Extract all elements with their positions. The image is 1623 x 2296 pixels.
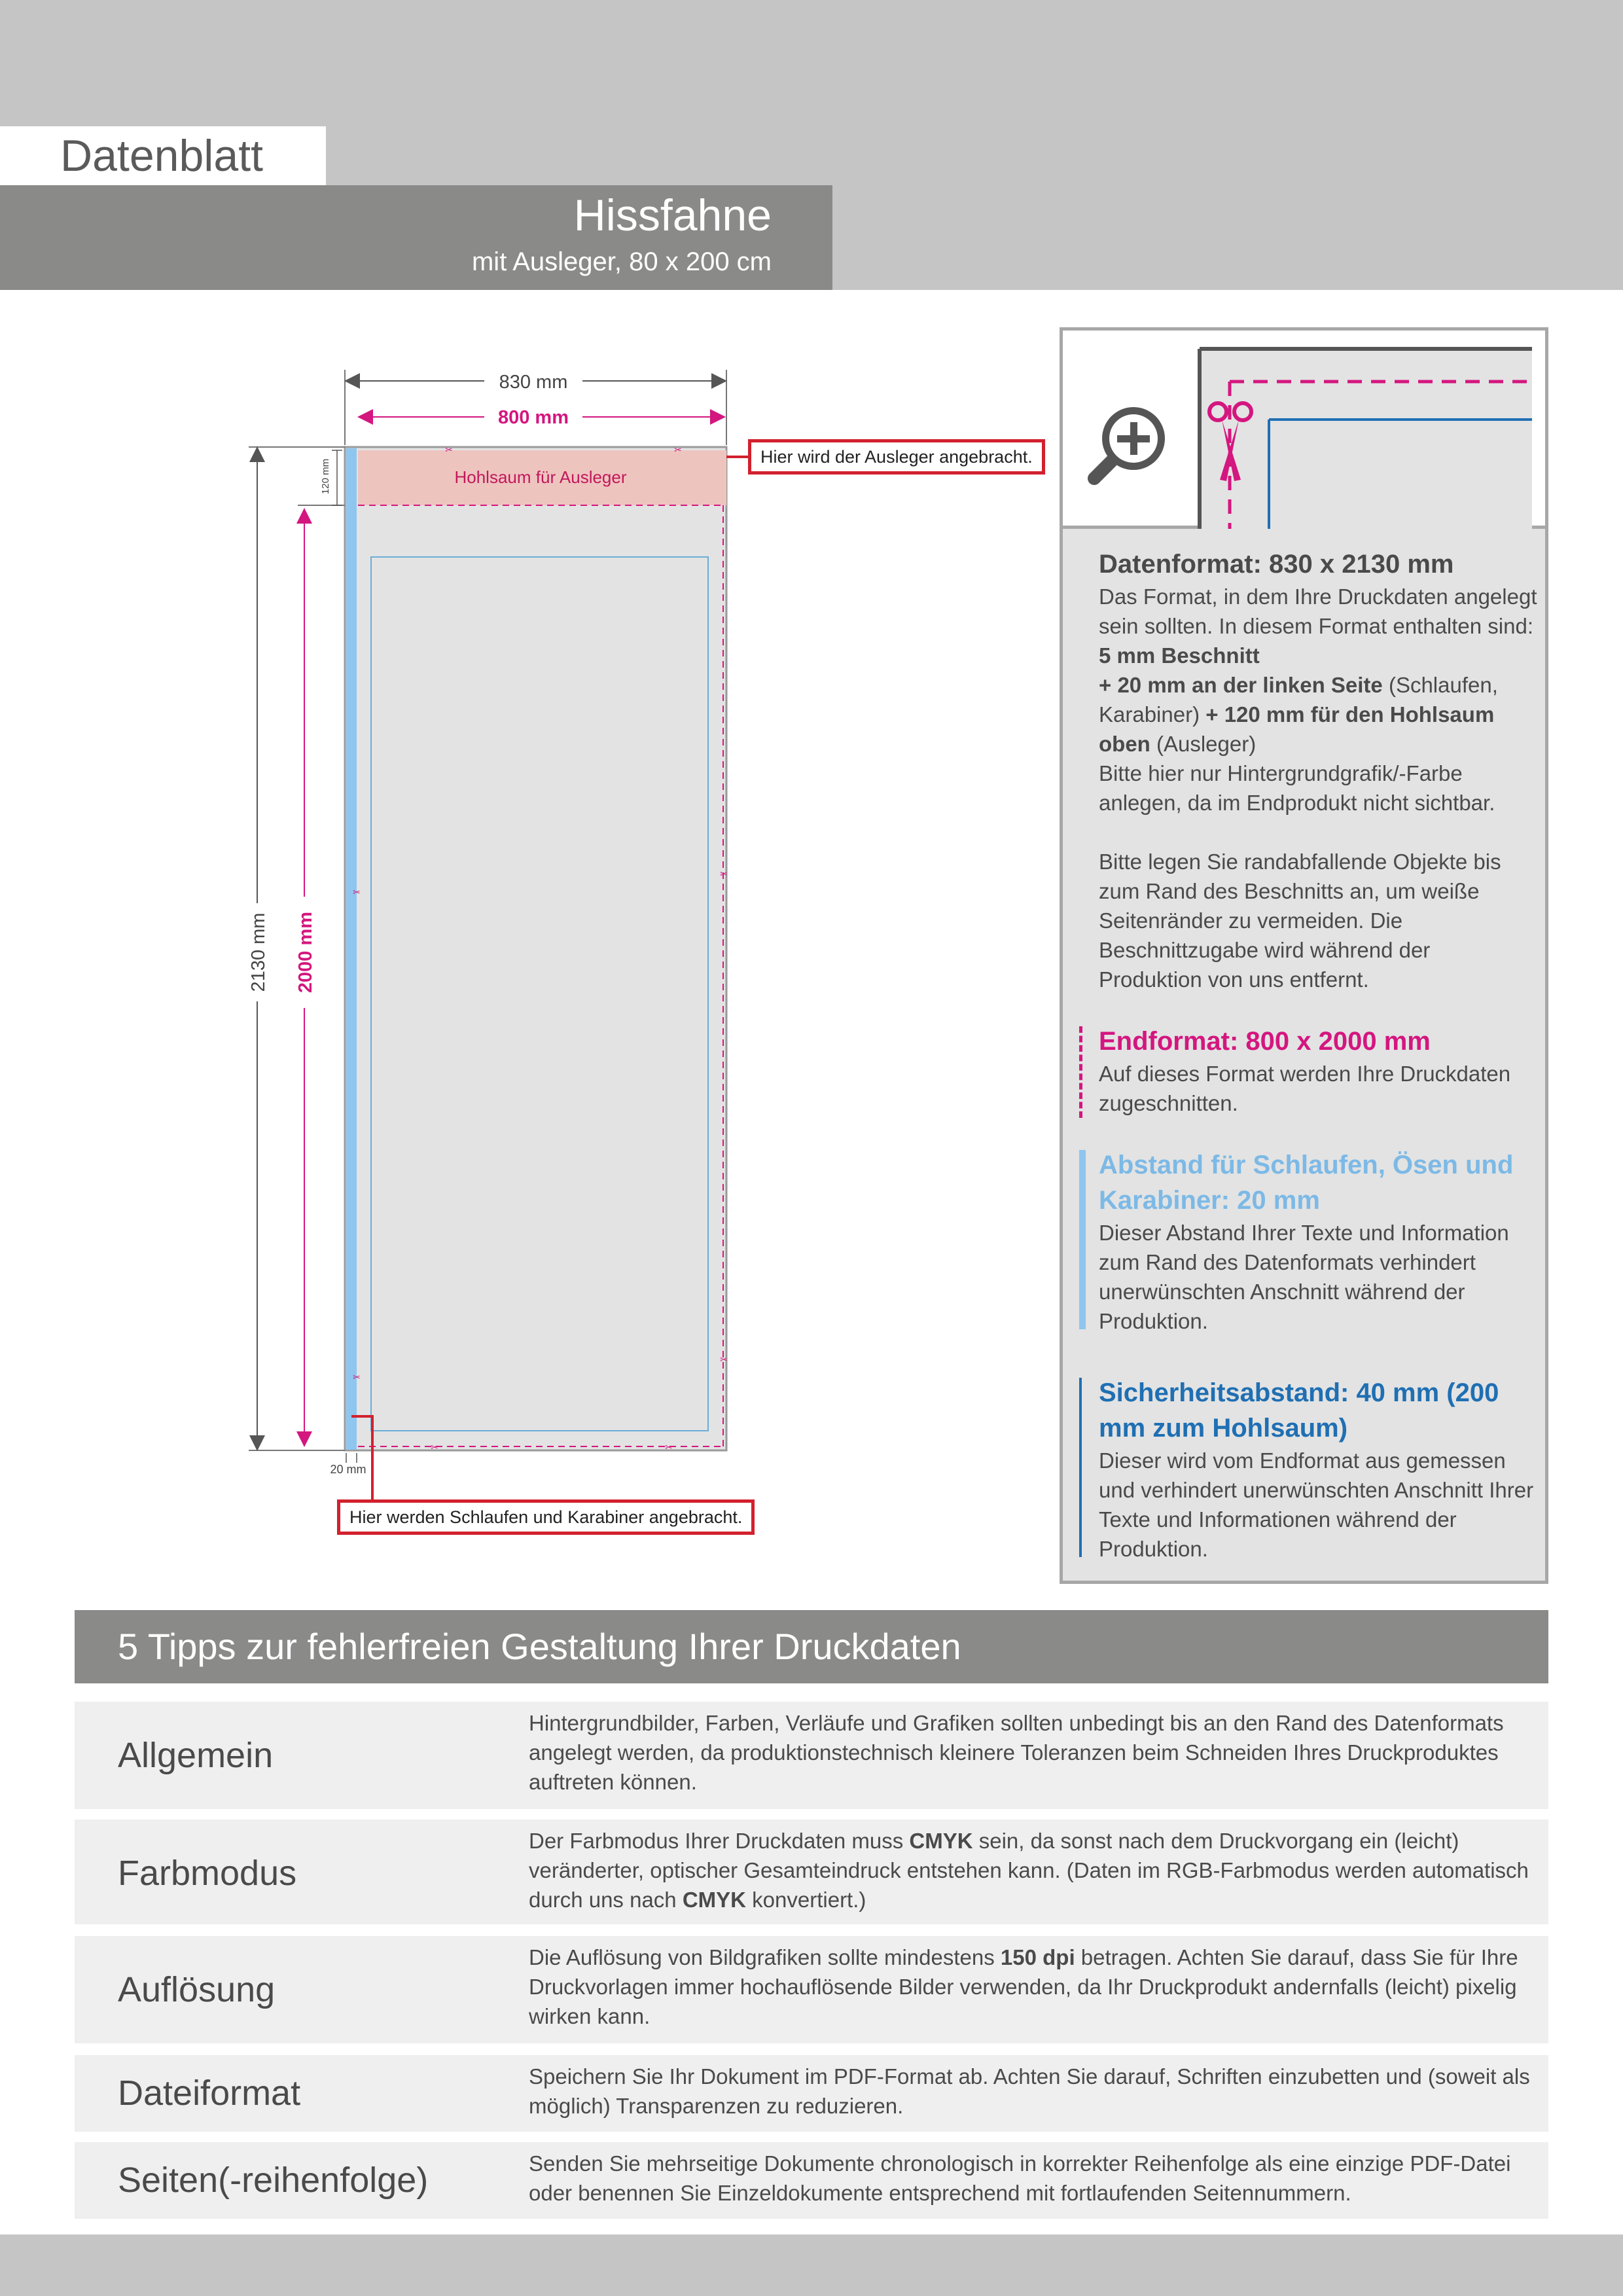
tip-row-farbmodus [75,1820,1548,1924]
panel-body [1099,547,1537,1593]
tip-row-dateiformat [75,2055,1548,2132]
tip-label-farbmodus: Farbmodus [118,1854,297,1893]
title-bar [0,185,832,290]
dim-final-width: 800 mm [497,407,569,428]
tip-label-aufloesung: Auflösung [118,1970,276,2009]
abstand-marker [1079,1150,1086,1329]
datenformat-text: Das Format, in dem Ihre Druckdaten angelegt sein sollten. In diesem Format enthalten sind: 5 mm Beschnitt + 20 mm an der linken Seite (Schlaufen, Karabiner) + 120 mm für den Hohlsaum oben (Ausleger) Bitte hier nur Hintergrundgrafik/-Farbe anlegen, da im Endprodukt nicht sichtbar. [1099,584,1537,815]
data-format-rect [345,447,726,1450]
sicherheit-text: Dieser wird vom Endformat aus gemessen und verhindert unerwünschten Anschnitt Ihrer Texte und Informationen während der Produktion. [1099,1448,1534,1561]
zoom-in-icon [1094,407,1165,478]
tip-row-allgemein [75,1702,1548,1809]
tip-label-dateiformat: Dateiformat [118,2073,301,2113]
callout-bottom: Hier werden Schlaufen und Karabiner angebracht. [337,1499,755,1535]
product-title: Hissfahne [573,190,772,240]
dim-outer-width: 830 mm [499,372,568,393]
svg-text:✂: ✂ [353,887,361,897]
svg-text:✂: ✂ [431,1442,438,1452]
loop-margin-strip [346,448,357,1450]
abstand-block [1099,1147,1537,1336]
tip-row-aufloesung [75,1936,1548,2043]
tip-text-seiten: Senden Sie mehrseitige Dokumente chronologisch in korrekter Reihenfolge als eine einzige PDF-Datei oder benennen Sie Einzeldokumente entsprechend mit fortlaufenden Seitennummern. [529,2151,1511,2205]
info-panel [1060,327,1548,1584]
format-diagram [0,327,1073,1571]
hem-label: Hohlsaum für Ausleger [454,467,627,487]
endformat-title: Endformat: 800 x 2000 mm [1099,1027,1431,1056]
svg-text:✂: ✂ [353,1372,361,1382]
tips-header: 5 Tipps zur fehlerfreien Gestaltung Ihrer Druckdaten [75,1610,1548,1683]
dim-final-height: 2000 mm [295,911,316,994]
sicherheit-block [1099,1375,1537,1564]
tip-label-allgemein: Allgemein [118,1736,274,1775]
abstand-text: Dieser Abstand Ihrer Texte und Information zum Rand des Datenformats verhindert unerwünschten Anschnitt während der Produktion. [1099,1221,1509,1333]
dim-left-margin: 20 mm [330,1463,366,1476]
tip-text-aufloesung: Die Auflösung von Bildgrafiken sollte mindestens 150 dpi betragen. Achten Sie darauf, dass Sie für Ihre Druckvorlagen immer hochauflösende Bilder verwenden, da Ihr Druckprodukt andernfalls (leicht) pixelig wirken kann. [529,1945,1518,2028]
dim-outer-height: 2130 mm [248,912,269,992]
datenblatt-tab: Datenblatt [0,126,326,185]
datenformat-block [1099,547,1537,994]
endformat-block [1099,1024,1537,1118]
tip-row-seiten [75,2142,1548,2219]
sicherheit-title: Sicherheitsabstand: 40 mm (200 mm zum Hohlsaum) [1099,1378,1499,1443]
abstand-title: Abstand für Schlaufen, Ösen und Karabiner: 20 mm [1099,1151,1514,1215]
format-diagram-svg [0,327,1073,1571]
panel-illustration-svg [1063,331,1545,529]
dim-hem: 120 mm [320,458,331,495]
bottom-band [0,2234,1623,2296]
endformat-text: Auf dieses Format werden Ihre Druckdaten zugeschnitten. [1099,1062,1511,1115]
svg-text:✂: ✂ [720,1354,728,1365]
panel-illustration [1063,331,1545,529]
tip-label-seiten: Seiten(-reihenfolge) [118,2161,429,2200]
svg-text:✂: ✂ [674,444,682,455]
svg-text:✂: ✂ [665,1442,673,1452]
svg-text:✂: ✂ [445,444,453,455]
tip-text-dateiformat: Speichern Sie Ihr Dokument im PDF-Format ab. Achten Sie darauf, Schriften einzubetten und (soweit als möglich) Transparenzen zu reduzieren. [529,2064,1530,2118]
datenformat-note: Bitte legen Sie randabfallende Objekte bis zum Rand des Beschnitts an, um weiße Seitenränder zu vermeiden. Die Beschnittzugabe wird während der Produktion von uns entfernt. [1099,850,1501,992]
sicherheit-marker [1079,1378,1082,1557]
tip-text-farbmodus: Der Farbmodus Ihrer Druckdaten muss CMYK sein, da sonst nach dem Druckvorgang ein (leicht) veränderter, optischer Gesamteindruck entstehen kann. (Daten im RGB-Farbmodus werden automatisch durch uns nach CMYK konvertiert.) [529,1829,1529,1912]
datenformat-title: Datenformat: 830 x 2130 mm [1099,550,1454,579]
svg-text:✂: ✂ [720,869,728,879]
endformat-marker [1079,1026,1082,1118]
tip-text-allgemein: Hintergrundbilder, Farben, Verläufe und Grafiken sollten unbedingt bis an den Rand des Datenformats angelegt werden, da produktionstechnisch kleinere Toleranzen beim Schneiden Ihres Druckproduktes auftreten können. [529,1711,1504,1794]
product-subtitle: mit Ausleger, 80 x 200 cm [471,247,772,276]
callout-top: Hier wird der Ausleger angebracht. [748,439,1045,475]
